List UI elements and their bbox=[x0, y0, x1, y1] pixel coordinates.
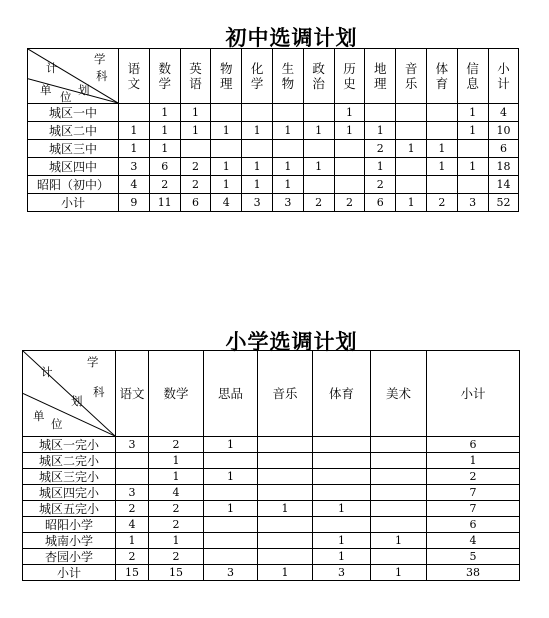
middle-school-title: 初中选调计划 bbox=[225, 26, 358, 50]
count-cell: 3 bbox=[116, 437, 149, 453]
count-cell bbox=[258, 533, 313, 549]
count-cell: 15 bbox=[149, 565, 204, 581]
table-row bbox=[28, 104, 519, 122]
count-cell bbox=[204, 549, 258, 565]
count-cell bbox=[457, 176, 488, 194]
subject-char: 体 bbox=[435, 61, 449, 76]
school-name: 小计 bbox=[28, 194, 119, 212]
subject-char: 乐 bbox=[404, 76, 418, 91]
count-cell: 1 bbox=[258, 565, 313, 581]
count-cell: 1 bbox=[149, 469, 204, 485]
count-cell: 1 bbox=[396, 194, 427, 212]
subject-header bbox=[303, 49, 334, 104]
count-cell: 6 bbox=[427, 517, 520, 533]
count-cell: 1 bbox=[204, 501, 258, 517]
subject-char: 理 bbox=[374, 76, 387, 91]
subject-char: 语 bbox=[189, 76, 202, 91]
count-cell: 1 bbox=[457, 158, 488, 176]
count-cell: 1 bbox=[149, 122, 180, 140]
count-cell: 1 bbox=[116, 533, 149, 549]
count-cell bbox=[313, 437, 371, 453]
subject-char: 政 bbox=[312, 61, 325, 76]
count-cell bbox=[204, 517, 258, 533]
corner-label-f: 位 bbox=[51, 417, 63, 431]
count-cell: 1 bbox=[334, 122, 365, 140]
count-cell bbox=[457, 140, 488, 158]
count-cell: 2 bbox=[149, 176, 180, 194]
count-cell: 2 bbox=[427, 469, 520, 485]
count-cell: 4 bbox=[488, 104, 519, 122]
subject-char: 英 bbox=[189, 61, 202, 76]
subject-header: 音乐 bbox=[258, 351, 313, 437]
primary-school-table bbox=[22, 350, 520, 581]
table-row bbox=[23, 533, 520, 549]
count-cell bbox=[204, 485, 258, 501]
subject-char: 育 bbox=[435, 76, 449, 91]
subject-header: 数学 bbox=[149, 351, 204, 437]
table-row bbox=[23, 565, 520, 581]
count-cell: 3 bbox=[204, 565, 258, 581]
subject-char: 音 bbox=[404, 61, 418, 76]
count-cell: 2 bbox=[180, 176, 211, 194]
corner-label-a: 计 bbox=[46, 61, 58, 75]
count-cell bbox=[258, 517, 313, 533]
count-cell bbox=[211, 104, 242, 122]
corner-label-c: 科 bbox=[93, 385, 105, 399]
table-row bbox=[28, 122, 519, 140]
corner-label-e: 单 bbox=[40, 83, 52, 97]
count-cell bbox=[426, 104, 457, 122]
count-cell bbox=[371, 437, 427, 453]
table-row bbox=[23, 437, 520, 453]
count-cell: 2 bbox=[180, 158, 211, 176]
count-cell bbox=[242, 104, 273, 122]
count-cell bbox=[396, 122, 427, 140]
subject-char: 小 bbox=[497, 61, 510, 76]
count-cell bbox=[303, 140, 334, 158]
count-cell: 3 bbox=[116, 485, 149, 501]
count-cell: 1 bbox=[303, 158, 334, 176]
count-cell bbox=[334, 140, 365, 158]
subject-header bbox=[149, 49, 180, 104]
count-cell: 10 bbox=[488, 122, 519, 140]
count-cell: 14 bbox=[488, 176, 519, 194]
subject-char: 学 bbox=[158, 76, 171, 91]
count-cell: 15 bbox=[116, 565, 149, 581]
subject-char: 信 bbox=[466, 61, 479, 76]
subject-char: 计 bbox=[497, 76, 510, 91]
subject-header bbox=[242, 49, 273, 104]
count-cell: 18 bbox=[488, 158, 519, 176]
table-row bbox=[28, 140, 519, 158]
subject-header bbox=[488, 49, 519, 104]
count-cell: 1 bbox=[334, 104, 365, 122]
count-cell bbox=[119, 104, 150, 122]
count-cell: 1 bbox=[371, 533, 427, 549]
count-cell: 1 bbox=[211, 122, 242, 140]
count-cell: 52 bbox=[488, 194, 519, 212]
subject-char: 理 bbox=[220, 76, 233, 91]
corner-label-a: 计 bbox=[41, 365, 53, 379]
table-row bbox=[23, 469, 520, 485]
count-cell bbox=[334, 176, 365, 194]
subject-header: 思品 bbox=[204, 351, 258, 437]
count-cell: 1 bbox=[426, 140, 457, 158]
school-name: 昭阳小学 bbox=[23, 517, 116, 533]
count-cell bbox=[371, 469, 427, 485]
count-cell bbox=[426, 122, 457, 140]
count-cell: 1 bbox=[303, 122, 334, 140]
header-row bbox=[28, 49, 519, 104]
count-cell: 1 bbox=[204, 469, 258, 485]
school-name: 城区一完小 bbox=[23, 437, 116, 453]
count-cell: 6 bbox=[180, 194, 211, 212]
count-cell: 1 bbox=[258, 501, 313, 517]
count-cell bbox=[371, 485, 427, 501]
count-cell: 1 bbox=[119, 122, 150, 140]
corner-label-c: 科 bbox=[96, 69, 108, 83]
count-cell: 1 bbox=[313, 533, 371, 549]
school-name: 城南小学 bbox=[23, 533, 116, 549]
count-cell: 6 bbox=[365, 194, 396, 212]
subject-char: 治 bbox=[312, 76, 325, 91]
corner-label-e: 单 bbox=[33, 409, 45, 423]
count-cell bbox=[242, 140, 273, 158]
subject-header: 美术 bbox=[371, 351, 427, 437]
count-cell: 4 bbox=[119, 176, 150, 194]
middle-school-table bbox=[27, 48, 519, 212]
count-cell: 1 bbox=[119, 140, 150, 158]
header-row bbox=[23, 351, 520, 437]
school-name: 城区三完小 bbox=[23, 469, 116, 485]
count-cell: 11 bbox=[149, 194, 180, 212]
subject-header bbox=[426, 49, 457, 104]
count-cell bbox=[313, 469, 371, 485]
subject-char: 化 bbox=[250, 61, 264, 76]
count-cell bbox=[258, 453, 313, 469]
count-cell: 2 bbox=[365, 176, 396, 194]
subject-header: 语文 bbox=[116, 351, 149, 437]
count-cell bbox=[272, 140, 303, 158]
school-name: 城区四中 bbox=[28, 158, 119, 176]
count-cell bbox=[258, 437, 313, 453]
count-cell: 4 bbox=[427, 533, 520, 549]
count-cell: 1 bbox=[242, 176, 273, 194]
count-cell: 1 bbox=[242, 122, 273, 140]
subject-header bbox=[334, 49, 365, 104]
count-cell: 1 bbox=[180, 104, 211, 122]
count-cell bbox=[313, 517, 371, 533]
corner-label-d: 划 bbox=[71, 394, 83, 408]
count-cell: 2 bbox=[365, 140, 396, 158]
count-cell: 1 bbox=[242, 158, 273, 176]
count-cell: 1 bbox=[272, 122, 303, 140]
count-cell: 2 bbox=[303, 194, 334, 212]
subject-char: 语 bbox=[127, 61, 141, 76]
count-cell bbox=[211, 140, 242, 158]
count-cell bbox=[371, 549, 427, 565]
count-cell: 2 bbox=[426, 194, 457, 212]
subject-char: 数 bbox=[158, 61, 171, 76]
corner-label-b: 学 bbox=[87, 355, 99, 369]
corner-label-d: 划 bbox=[78, 83, 90, 97]
count-cell bbox=[396, 158, 427, 176]
school-name: 小计 bbox=[23, 565, 116, 581]
count-cell: 4 bbox=[116, 517, 149, 533]
count-cell: 1 bbox=[180, 122, 211, 140]
count-cell bbox=[313, 485, 371, 501]
count-cell bbox=[116, 453, 149, 469]
subject-header bbox=[365, 49, 396, 104]
corner-header bbox=[23, 351, 116, 437]
count-cell: 7 bbox=[427, 485, 520, 501]
school-name: 城区二完小 bbox=[23, 453, 116, 469]
subject-char: 物 bbox=[281, 76, 295, 91]
school-name: 城区二中 bbox=[28, 122, 119, 140]
count-cell: 1 bbox=[365, 122, 396, 140]
count-cell bbox=[180, 140, 211, 158]
subject-header: 体育 bbox=[313, 351, 371, 437]
table-row bbox=[23, 485, 520, 501]
count-cell: 3 bbox=[313, 565, 371, 581]
subject-char: 地 bbox=[374, 61, 387, 76]
count-cell: 9 bbox=[119, 194, 150, 212]
count-cell bbox=[426, 176, 457, 194]
count-cell: 3 bbox=[119, 158, 150, 176]
subject-char: 息 bbox=[466, 76, 479, 91]
count-cell: 1 bbox=[272, 176, 303, 194]
count-cell: 3 bbox=[242, 194, 273, 212]
subject-char: 物 bbox=[220, 61, 233, 76]
count-cell: 1 bbox=[272, 158, 303, 176]
school-name: 杏园小学 bbox=[23, 549, 116, 565]
count-cell: 2 bbox=[149, 517, 204, 533]
count-cell: 2 bbox=[149, 501, 204, 517]
count-cell: 38 bbox=[427, 565, 520, 581]
count-cell: 1 bbox=[211, 158, 242, 176]
count-cell: 1 bbox=[211, 176, 242, 194]
count-cell bbox=[371, 501, 427, 517]
table-row bbox=[28, 194, 519, 212]
count-cell: 1 bbox=[149, 104, 180, 122]
count-cell bbox=[258, 485, 313, 501]
count-cell bbox=[334, 158, 365, 176]
subject-header bbox=[272, 49, 303, 104]
count-cell: 2 bbox=[334, 194, 365, 212]
count-cell: 2 bbox=[149, 437, 204, 453]
subject-header bbox=[180, 49, 211, 104]
count-cell: 6 bbox=[149, 158, 180, 176]
subject-header bbox=[119, 49, 150, 104]
table-row bbox=[23, 501, 520, 517]
count-cell: 2 bbox=[149, 549, 204, 565]
count-cell bbox=[303, 176, 334, 194]
count-cell bbox=[258, 549, 313, 565]
school-name: 城区四完小 bbox=[23, 485, 116, 501]
count-cell: 4 bbox=[149, 485, 204, 501]
count-cell bbox=[258, 469, 313, 485]
count-cell bbox=[204, 453, 258, 469]
count-cell: 1 bbox=[396, 140, 427, 158]
corner-label-b: 学 bbox=[94, 52, 106, 66]
table-row bbox=[28, 176, 519, 194]
school-name: 城区五完小 bbox=[23, 501, 116, 517]
table-row bbox=[23, 517, 520, 533]
subject-char: 文 bbox=[127, 76, 141, 91]
count-cell bbox=[365, 104, 396, 122]
count-cell: 1 bbox=[313, 549, 371, 565]
count-cell: 1 bbox=[371, 565, 427, 581]
count-cell: 1 bbox=[204, 437, 258, 453]
subject-char: 历 bbox=[343, 61, 356, 76]
subject-char: 学 bbox=[250, 76, 264, 91]
count-cell: 2 bbox=[116, 501, 149, 517]
subject-header bbox=[396, 49, 427, 104]
primary-school-title: 小学选调计划 bbox=[225, 330, 358, 354]
count-cell: 2 bbox=[116, 549, 149, 565]
count-cell: 6 bbox=[427, 437, 520, 453]
count-cell bbox=[313, 453, 371, 469]
subject-header bbox=[457, 49, 488, 104]
subject-header: 小计 bbox=[427, 351, 520, 437]
count-cell: 1 bbox=[313, 501, 371, 517]
count-cell: 1 bbox=[427, 453, 520, 469]
count-cell: 7 bbox=[427, 501, 520, 517]
count-cell: 3 bbox=[272, 194, 303, 212]
count-cell: 1 bbox=[149, 140, 180, 158]
table-row bbox=[23, 453, 520, 469]
count-cell bbox=[303, 104, 334, 122]
subject-header bbox=[211, 49, 242, 104]
school-name: 城区三中 bbox=[28, 140, 119, 158]
count-cell: 1 bbox=[457, 104, 488, 122]
count-cell: 1 bbox=[149, 453, 204, 469]
table-row bbox=[23, 549, 520, 565]
count-cell bbox=[204, 533, 258, 549]
count-cell bbox=[116, 469, 149, 485]
school-name: 城区一中 bbox=[28, 104, 119, 122]
subject-char: 生 bbox=[281, 61, 295, 76]
count-cell: 1 bbox=[457, 122, 488, 140]
corner-label-f: 位 bbox=[60, 90, 72, 104]
count-cell bbox=[371, 517, 427, 533]
count-cell: 6 bbox=[488, 140, 519, 158]
subject-char: 史 bbox=[343, 76, 356, 91]
count-cell: 1 bbox=[149, 533, 204, 549]
school-name: 昭阳（初中） bbox=[28, 176, 119, 194]
count-cell bbox=[371, 453, 427, 469]
table-row bbox=[28, 158, 519, 176]
count-cell bbox=[396, 176, 427, 194]
count-cell: 1 bbox=[365, 158, 396, 176]
count-cell: 5 bbox=[427, 549, 520, 565]
count-cell bbox=[272, 104, 303, 122]
corner-header bbox=[28, 49, 119, 104]
count-cell: 3 bbox=[457, 194, 488, 212]
count-cell: 4 bbox=[211, 194, 242, 212]
count-cell bbox=[396, 104, 427, 122]
count-cell: 1 bbox=[426, 158, 457, 176]
